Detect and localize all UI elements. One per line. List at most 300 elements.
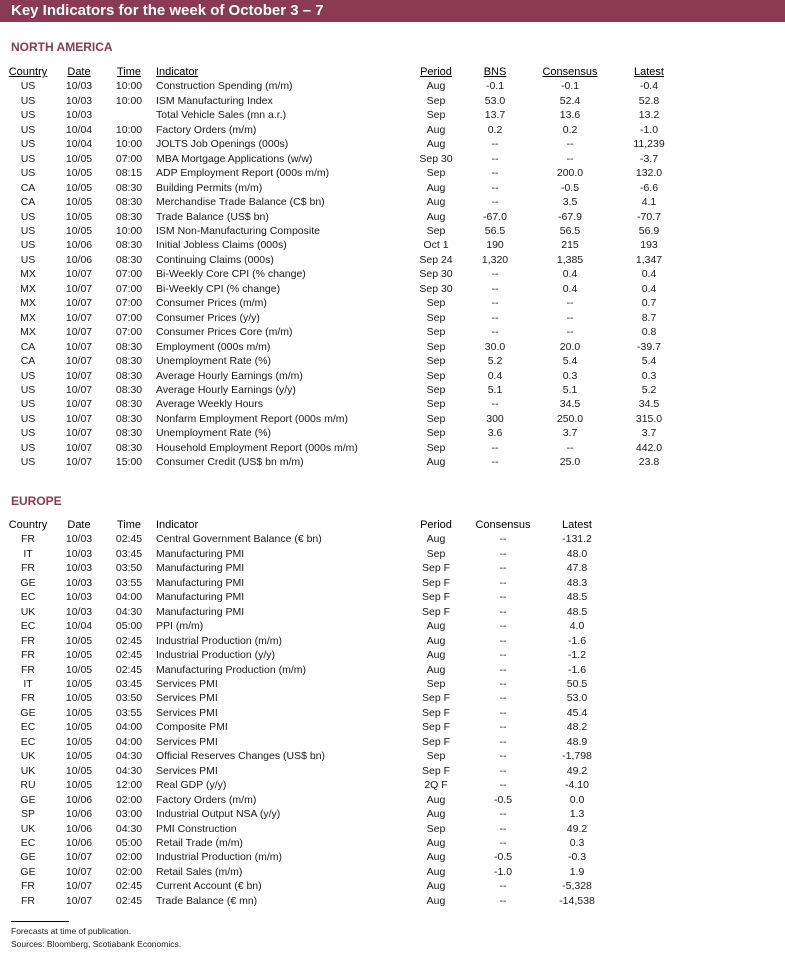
cell-time: 03:50 xyxy=(115,562,143,575)
cell-time: 04:00 xyxy=(115,591,143,604)
cell-date: 10/05 xyxy=(65,152,93,165)
cell-consensus: 3.7 xyxy=(562,427,578,440)
table-row xyxy=(0,311,685,325)
cell-consensus: 1,385 xyxy=(556,253,584,266)
cell-time: 07:00 xyxy=(115,297,143,310)
cell-time: 10:00 xyxy=(115,224,143,237)
cell-country: US xyxy=(20,369,36,382)
table-row xyxy=(0,720,611,734)
table-row xyxy=(0,166,685,180)
cell-date: 10/05 xyxy=(65,210,93,223)
col-header-indicator: Indicator xyxy=(156,519,199,531)
cell-country: CA xyxy=(20,340,36,353)
cell-latest: 4.1 xyxy=(641,196,657,209)
cell-bns: -- xyxy=(491,456,499,469)
cell-date: 10/07 xyxy=(65,282,93,295)
cell-time: 02:45 xyxy=(115,634,143,647)
cell-latest: 0.0 xyxy=(569,793,585,806)
table-row xyxy=(0,282,685,296)
cell-consensus: -- xyxy=(499,894,507,907)
cell-country: US xyxy=(20,224,36,237)
cell-date: 10/05 xyxy=(65,721,93,734)
cell-indicator: Unemployment Rate (%) xyxy=(156,355,271,368)
cell-time: 12:00 xyxy=(115,779,143,792)
cell-bns: 13.7 xyxy=(484,109,506,122)
cell-country: SP xyxy=(20,808,35,821)
cell-country: US xyxy=(20,109,36,122)
col-header-bns: BNS xyxy=(483,66,507,78)
cell-period: Aug xyxy=(426,210,446,223)
cell-bns: -- xyxy=(491,311,499,324)
cell-consensus: -- xyxy=(566,152,574,165)
cell-indicator: JOLTS Job Openings (000s) xyxy=(156,138,289,151)
table-row xyxy=(0,340,685,354)
cell-country: US xyxy=(20,456,36,469)
cell-bns: 3.6 xyxy=(487,427,503,440)
cell-bns: -- xyxy=(491,441,499,454)
cell-period: Sep xyxy=(426,109,446,122)
cell-country: UK xyxy=(20,822,36,835)
cell-time: 08:30 xyxy=(115,355,143,368)
cell-consensus: 0.2 xyxy=(562,123,578,136)
cell-country: US xyxy=(20,441,36,454)
table-row xyxy=(0,764,611,778)
table-row xyxy=(0,648,611,662)
cell-latest: 34.5 xyxy=(638,398,660,411)
cell-bns: 190 xyxy=(486,239,504,252)
cell-bns: -- xyxy=(491,398,499,411)
cell-period: Sep xyxy=(426,822,446,835)
cell-consensus: -- xyxy=(499,735,507,748)
cell-period: Sep xyxy=(426,326,446,339)
cell-time: 08:30 xyxy=(115,210,143,223)
cell-latest: 193 xyxy=(640,239,658,252)
cell-latest: 11,239 xyxy=(633,138,665,151)
cell-consensus: -- xyxy=(499,836,507,849)
cell-latest: 13.2 xyxy=(638,109,660,122)
cell-latest: 8.7 xyxy=(641,311,657,324)
cell-latest: 0.3 xyxy=(641,369,657,382)
cell-latest: 315.0 xyxy=(635,412,663,425)
table-row xyxy=(0,547,611,561)
cell-latest: -4.10 xyxy=(565,779,589,792)
cell-date: 10/05 xyxy=(65,167,93,180)
cell-country: FR xyxy=(21,634,35,647)
cell-country: US xyxy=(20,383,36,396)
cell-indicator: Official Reserves Changes (US$ bn) xyxy=(156,750,326,763)
cell-indicator: Industrial Production (m/m) xyxy=(156,851,283,864)
cell-time: 05:00 xyxy=(115,620,143,633)
cell-indicator: PMI Construction xyxy=(156,822,237,835)
table-row xyxy=(0,108,685,122)
cell-indicator: Factory Orders (m/m) xyxy=(156,793,257,806)
col-header-consensus: Consensus xyxy=(475,519,531,531)
cell-latest: 48.5 xyxy=(566,591,588,604)
table-row xyxy=(0,267,685,281)
cell-date: 10/03 xyxy=(65,562,93,575)
cell-consensus: -- xyxy=(499,706,507,719)
cell-bns: -- xyxy=(491,297,499,310)
table-row xyxy=(0,441,685,455)
cell-indicator: Services PMI xyxy=(156,764,218,777)
cell-latest: -1.2 xyxy=(567,649,587,662)
col-header-consensus: Consensus xyxy=(542,66,598,78)
cell-consensus: -- xyxy=(499,677,507,690)
cell-bns: 5.2 xyxy=(487,355,503,368)
cell-latest: 45.4 xyxy=(566,706,588,719)
table-row xyxy=(0,590,611,604)
cell-date: 10/05 xyxy=(65,224,93,237)
cell-indicator: ADP Employment Report (000s m/m) xyxy=(156,167,330,180)
cell-period: Sep xyxy=(426,441,446,454)
table-row xyxy=(0,663,611,677)
cell-country: EC xyxy=(20,836,36,849)
cell-date: 10/03 xyxy=(65,576,93,589)
col-header-time: Time xyxy=(116,519,142,531)
col-header-country: Country xyxy=(8,519,48,531)
cell-consensus: 215 xyxy=(561,239,579,252)
table-row xyxy=(0,369,685,383)
cell-time: 08:15 xyxy=(115,167,143,180)
cell-indicator: Services PMI xyxy=(156,692,218,705)
cell-latest: 48.0 xyxy=(566,547,588,560)
table-row xyxy=(0,325,685,339)
cell-indicator: Current Account (€ bn) xyxy=(156,880,262,893)
cell-period: Sep F xyxy=(421,591,450,604)
cell-consensus: -- xyxy=(499,547,507,560)
cell-date: 10/03 xyxy=(65,591,93,604)
cell-period: Sep xyxy=(426,750,446,763)
cell-period: Sep F xyxy=(421,605,450,618)
cell-indicator: Services PMI xyxy=(156,706,218,719)
table-row xyxy=(0,94,685,108)
cell-country: US xyxy=(20,398,36,411)
cell-latest: 56.9 xyxy=(638,224,660,237)
cell-date: 10/05 xyxy=(65,692,93,705)
cell-bns: -- xyxy=(491,268,499,281)
cell-indicator: Industrial Output NSA (y/y) xyxy=(156,808,281,821)
cell-date: 10/07 xyxy=(65,441,93,454)
north-america-heading: NORTH AMERICA xyxy=(11,40,113,54)
cell-consensus: 0.3 xyxy=(562,369,578,382)
cell-indicator: Industrial Production (y/y) xyxy=(156,649,276,662)
cell-period: Sep xyxy=(426,340,446,353)
table-row xyxy=(0,778,611,792)
cell-indicator: Average Hourly Earnings (y/y) xyxy=(156,383,296,396)
cell-consensus: -- xyxy=(566,311,574,324)
cell-latest: 0.3 xyxy=(569,836,585,849)
cell-time: 02:45 xyxy=(115,533,143,546)
footnote-sources: Sources: Bloomberg, Scotiabank Economics. xyxy=(11,939,182,949)
cell-period: Sep F xyxy=(421,562,450,575)
cell-period: Aug xyxy=(426,634,446,647)
cell-country: CA xyxy=(20,196,36,209)
cell-period: Sep F xyxy=(421,706,450,719)
cell-latest: 4.0 xyxy=(569,620,585,633)
cell-time: 04:30 xyxy=(115,764,143,777)
cell-period: Sep 30 xyxy=(419,152,453,165)
cell-country: IT xyxy=(23,677,33,690)
cell-country: FR xyxy=(21,894,35,907)
cell-period: Aug xyxy=(426,620,446,633)
cell-period: Sep 24 xyxy=(419,253,453,266)
cell-consensus: 34.5 xyxy=(559,398,581,411)
cell-bns: -- xyxy=(491,167,499,180)
cell-period: Sep xyxy=(426,167,446,180)
cell-time: 03:55 xyxy=(115,706,143,719)
table-row xyxy=(0,79,685,93)
cell-indicator: Retail Trade (m/m) xyxy=(156,836,243,849)
cell-indicator: Building Permits (m/m) xyxy=(156,181,263,194)
cell-indicator: Factory Orders (m/m) xyxy=(156,123,257,136)
cell-time: 02:00 xyxy=(115,851,143,864)
cell-bns: 30.0 xyxy=(484,340,506,353)
cell-indicator: Trade Balance (€ mn) xyxy=(156,894,258,907)
cell-consensus: -0.5 xyxy=(493,851,513,864)
cell-latest: 48.5 xyxy=(566,605,588,618)
cell-latest: 5.2 xyxy=(641,383,657,396)
cell-period: Sep xyxy=(426,427,446,440)
cell-time: 10:00 xyxy=(115,138,143,151)
cell-consensus: -- xyxy=(566,441,574,454)
table-row xyxy=(0,296,685,310)
cell-date: 10/05 xyxy=(65,181,93,194)
cell-country: US xyxy=(20,239,36,252)
cell-bns: -- xyxy=(491,138,499,151)
cell-period: Aug xyxy=(426,456,446,469)
europe-table xyxy=(0,518,611,908)
cell-date: 10/05 xyxy=(65,735,93,748)
cell-period: Sep xyxy=(426,677,446,690)
cell-latest: 48.2 xyxy=(566,721,588,734)
cell-time: 02:00 xyxy=(115,793,143,806)
cell-date: 10/07 xyxy=(65,427,93,440)
cell-indicator: Trade Balance (US$ bn) xyxy=(156,210,269,223)
cell-period: Aug xyxy=(426,80,446,93)
cell-time: 05:00 xyxy=(115,836,143,849)
cell-consensus: -- xyxy=(499,808,507,821)
cell-consensus: 25.0 xyxy=(559,456,581,469)
cell-consensus: 200.0 xyxy=(556,167,584,180)
cell-latest: 1.3 xyxy=(569,808,585,821)
cell-country: MX xyxy=(20,297,36,310)
cell-country: EC xyxy=(20,591,36,604)
cell-indicator: MBA Mortgage Applications (w/w) xyxy=(156,152,313,165)
col-header-period: Period xyxy=(420,519,452,531)
cell-country: GE xyxy=(20,851,36,864)
cell-date: 10/07 xyxy=(65,398,93,411)
cell-consensus: -- xyxy=(499,562,507,575)
cell-indicator: Continuing Claims (000s) xyxy=(156,253,274,266)
cell-country: US xyxy=(20,94,36,107)
table-row xyxy=(0,397,685,411)
table-row xyxy=(0,210,685,224)
cell-country: US xyxy=(20,167,36,180)
cell-date: 10/06 xyxy=(65,253,93,266)
cell-consensus: -- xyxy=(499,620,507,633)
cell-time: 02:45 xyxy=(115,880,143,893)
cell-indicator: Manufacturing PMI xyxy=(156,576,245,589)
cell-indicator: Construction Spending (m/m) xyxy=(156,80,293,93)
cell-indicator: Manufacturing PMI xyxy=(156,605,245,618)
cell-bns: 5.1 xyxy=(487,383,503,396)
cell-time: 03:50 xyxy=(115,692,143,705)
cell-time: 04:30 xyxy=(115,605,143,618)
table-row xyxy=(0,822,611,836)
table-row xyxy=(0,561,611,575)
cell-time: 03:45 xyxy=(115,677,143,690)
cell-period: Aug xyxy=(426,880,446,893)
cell-bns: -- xyxy=(491,282,499,295)
table-row xyxy=(0,253,685,267)
cell-period: Sep xyxy=(426,94,446,107)
cell-date: 10/05 xyxy=(65,649,93,662)
table-row xyxy=(0,894,611,908)
cell-latest: -131.2 xyxy=(562,533,592,546)
cell-indicator: Average Weekly Hours xyxy=(156,398,263,411)
cell-period: Sep xyxy=(426,412,446,425)
cell-latest: -5,328 xyxy=(562,880,592,893)
cell-consensus: -- xyxy=(499,880,507,893)
table-row xyxy=(0,807,611,821)
cell-date: 10/07 xyxy=(65,412,93,425)
cell-period: Sep F xyxy=(421,576,450,589)
cell-date: 10/05 xyxy=(65,750,93,763)
cell-date: 10/07 xyxy=(65,355,93,368)
cell-bns: -67.0 xyxy=(483,210,507,223)
cell-consensus: -- xyxy=(499,605,507,618)
cell-time: 07:00 xyxy=(115,152,143,165)
cell-time xyxy=(102,108,156,122)
cell-country: FR xyxy=(21,562,35,575)
north-america-table xyxy=(0,65,685,470)
cell-time: 07:00 xyxy=(115,282,143,295)
table-row xyxy=(0,383,685,397)
table-row xyxy=(0,793,611,807)
cell-country: UK xyxy=(20,764,36,777)
cell-date: 10/07 xyxy=(65,880,93,893)
cell-bns: -- xyxy=(491,326,499,339)
cell-time: 07:00 xyxy=(115,268,143,281)
cell-date: 10/05 xyxy=(65,634,93,647)
cell-period: Aug xyxy=(426,196,446,209)
cell-indicator: Average Hourly Earnings (m/m) xyxy=(156,369,303,382)
cell-consensus: -- xyxy=(499,750,507,763)
cell-period: 2Q F xyxy=(424,779,448,792)
cell-period: Sep xyxy=(426,311,446,324)
cell-latest: 0.7 xyxy=(641,297,657,310)
col-header-date: Date xyxy=(67,66,91,78)
cell-latest: -1.0 xyxy=(639,123,659,136)
cell-latest: -0.3 xyxy=(567,851,587,864)
cell-indicator: Household Employment Report (000s m/m) xyxy=(156,441,358,454)
cell-time: 03:55 xyxy=(115,576,143,589)
cell-consensus: -1.0 xyxy=(493,865,513,878)
table-row xyxy=(0,455,685,469)
cell-indicator: Retail Sales (m/m) xyxy=(156,865,243,878)
cell-country: MX xyxy=(20,282,36,295)
cell-consensus: -- xyxy=(499,822,507,835)
cell-time: 08:30 xyxy=(115,427,143,440)
cell-date: 10/05 xyxy=(65,706,93,719)
cell-date: 10/07 xyxy=(65,456,93,469)
cell-consensus: -- xyxy=(499,663,507,676)
cell-consensus: -- xyxy=(499,779,507,792)
cell-latest: -1.6 xyxy=(567,663,587,676)
cell-period: Sep xyxy=(426,369,446,382)
table-row xyxy=(0,181,685,195)
cell-date: 10/05 xyxy=(65,779,93,792)
cell-latest: 0.8 xyxy=(641,326,657,339)
cell-consensus: -0.1 xyxy=(560,80,580,93)
cell-time: 15:00 xyxy=(115,456,143,469)
cell-consensus: -- xyxy=(499,692,507,705)
cell-latest: 48.3 xyxy=(566,576,588,589)
table-row xyxy=(0,123,685,137)
cell-consensus: -0.5 xyxy=(493,793,513,806)
table-row xyxy=(0,152,685,166)
cell-country: FR xyxy=(21,692,35,705)
cell-time: 04:00 xyxy=(115,721,143,734)
cell-country: UK xyxy=(20,605,36,618)
cell-time: 10:00 xyxy=(115,80,143,93)
cell-indicator: Employment (000s m/m) xyxy=(156,340,271,353)
cell-consensus: 3.5 xyxy=(562,196,578,209)
cell-indicator: Central Government Balance (€ bn) xyxy=(156,533,322,546)
cell-time: 03:45 xyxy=(115,547,143,560)
cell-indicator: Industrial Production (m/m) xyxy=(156,634,283,647)
cell-country: MX xyxy=(20,311,36,324)
cell-latest: -1.6 xyxy=(567,634,587,647)
cell-consensus: 13.6 xyxy=(559,109,581,122)
cell-consensus: 250.0 xyxy=(556,412,584,425)
cell-period: Sep xyxy=(426,383,446,396)
cell-indicator: PPI (m/m) xyxy=(156,620,204,633)
cell-latest: -70.7 xyxy=(637,210,661,223)
cell-latest: -14,538 xyxy=(559,894,595,907)
cell-country: US xyxy=(20,412,36,425)
cell-indicator: Consumer Prices Core (m/m) xyxy=(156,326,293,339)
cell-date: 10/07 xyxy=(65,894,93,907)
cell-time: 02:00 xyxy=(115,865,143,878)
cell-indicator: Merchandise Trade Balance (C$ bn) xyxy=(156,196,325,209)
cell-period: Sep xyxy=(426,355,446,368)
cell-consensus: 5.4 xyxy=(562,355,578,368)
cell-indicator: Consumer Prices (m/m) xyxy=(156,297,267,310)
cell-period: Aug xyxy=(426,894,446,907)
table-row xyxy=(0,195,685,209)
cell-time: 02:45 xyxy=(115,663,143,676)
cell-period: Sep xyxy=(426,297,446,310)
cell-country: US xyxy=(20,152,36,165)
cell-latest: 0.4 xyxy=(641,282,657,295)
cell-latest: 49.2 xyxy=(566,822,588,835)
cell-latest: -6.6 xyxy=(639,181,659,194)
cell-consensus: -- xyxy=(566,138,574,151)
cell-date: 10/05 xyxy=(65,663,93,676)
footnote-divider xyxy=(11,921,69,922)
cell-time: 02:45 xyxy=(115,894,143,907)
cell-latest: -1,798 xyxy=(562,750,592,763)
cell-period: Aug xyxy=(426,649,446,662)
cell-consensus: 56.5 xyxy=(559,224,581,237)
cell-indicator: Manufacturing PMI xyxy=(156,562,245,575)
cell-date: 10/07 xyxy=(65,369,93,382)
cell-indicator: Initial Jobless Claims (000s) xyxy=(156,239,287,252)
cell-indicator: Unemployment Rate (%) xyxy=(156,427,271,440)
cell-time: 08:30 xyxy=(115,239,143,252)
table-row xyxy=(0,850,611,864)
